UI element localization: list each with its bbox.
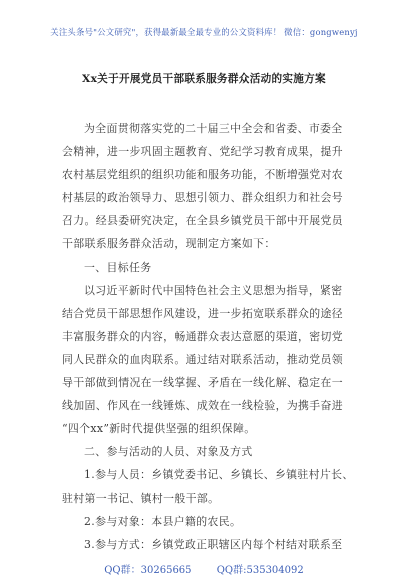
paragraph-line: 村基层的政治领导力、思想引领力、群众组织力和社会号 [62,191,344,205]
paragraph-line: 线加固、作风在一线锤炼、成效在一线检验，为携手奋进 [62,399,344,413]
paragraph-line: 结合党员干部思想作风建设，进一步拓宽联系群众的途径 [62,306,344,320]
section-heading: 一、目标任务 [84,260,152,274]
document-title: Xx关于开展党员干部联系服务群众活动的实施方案 [82,73,326,85]
paragraph-line: “四个xx”新时代提供坚强的组织保障。 [62,422,256,436]
paragraph-line: 农村基层党组织的组织功能和服务功能，不断增强党对农 [62,168,344,182]
section-heading: 二、参与活动的人员、对象及方式 [84,445,253,459]
paragraph-line: 会精神，进一步巩固主题教育、党纪学习教育成果，提升 [62,145,344,159]
paragraph-line: 3.参与方式：乡镇党政正职辖区内每个村结对联系至 [84,537,343,551]
paragraph-line: 召力。经县委研究决定，在全县乡镇党员干部中开展党员 [62,214,344,228]
paragraph-line: 丰富服务群众的内容，畅通群众表达意愿的渠道，密切党 [62,329,344,343]
qq-group-1: QQ群：30265665 [104,565,192,576]
paragraph-line: 为全面贯彻落实党的二十届三中全会和省委、市委全 [84,122,343,135]
paragraph-line: 以习近平新时代中国特色社会主义思想为指导，紧密 [84,283,343,297]
qq-group-2: QQ群:535304092 [216,565,304,576]
paragraph-line: 同人民群众的血肉联系。通过结对联系活动，推动党员领 [62,352,344,366]
document-body [62,117,362,556]
paragraph-line: 1.参与人员：乡镇党委书记、乡镇长、乡镇驻村片长、 [84,468,354,482]
paragraph-line: 2.参与对象：本县户籍的农民。 [84,514,242,528]
footer-qq-groups [0,561,408,576]
paragraph-line: 导干部做到情况在一线掌握、矛盾在一线化解、稳定在一 [62,376,344,390]
paragraph-line: 驻村第一书记、镇村一般干部。 [62,491,220,505]
paragraph-line: 干部联系服务群众活动，现制定方案如下： [62,237,276,251]
header-banner: 关注头条号"公文研究"，获得最新最全最专业的公文资料库！ 微信：gongwenyj [50,27,358,37]
